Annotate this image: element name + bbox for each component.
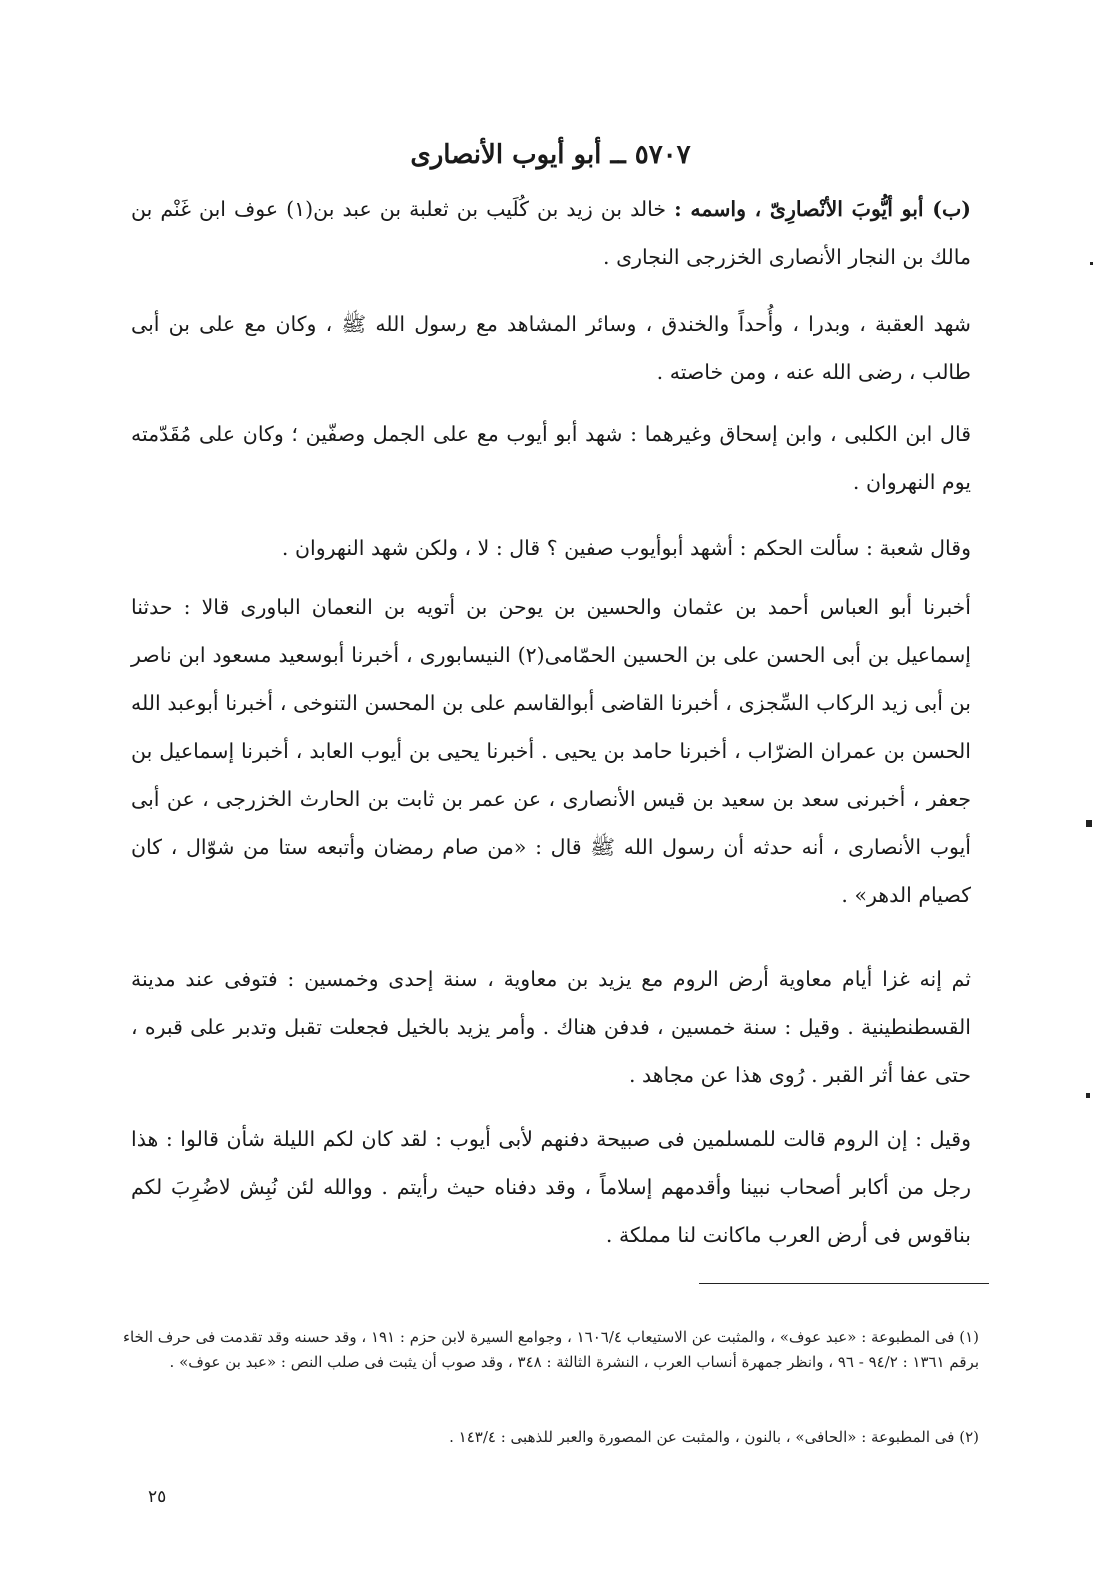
paragraph-lead: (ب) أبو أيُّوبَ الأنْصارِىّ ، واسمه : — [674, 197, 971, 221]
paragraph-body: خالد بن زيد بن كُلَيب بن ثعلبة بن عبد بن(١) عوف ابن غَنْم بن مالك بن النجار الأنصارى الخزرجى النجارى . — [131, 197, 971, 269]
paragraph-name-lineage — [131, 185, 971, 281]
paragraph-death: ثم إنه غزا أيام معاوية أرض الروم مع يزيد بن معاوية ، سنة إحدى وخمسين : فتوفى عند مدينة القسطنطينية . وقيل : سنة خمسين ، فدفن هناك . وأمر يزيد بالخيل فجعلت تقبل وتدبر على قبره ، حتى عفا أثر القبر . رُوى هذا عن مجاهد . — [131, 967, 971, 1087]
entry-title: ٥٧٠٧ ــ أبو أيوب الأنصارى — [410, 140, 691, 170]
paragraph-isnad: أخبرنا أبو العباس أحمد بن عثمان والحسين بن يوحن بن أتويه بن النعمان الباورى قالا : حدثنا إسماعيل بن أبى الحسن على بن الحسين الحمّامى(٢) النيسابورى ، أخبرنا أبوسعيد مسعود ابن ناصر بن أبى زيد الركاب السِّجزى ، أخبرنا القاضى أبوالقاسم على بن المحسن التنوخى ، أخبرنا أبوعبد الله الحسن بن عمران الضرّاب ، أخبرنا حامد بن يحيى . أخبرنا يحيى بن أيوب العابد ، أخبرنا إسماعيل بن جعفر ، أخبرنى سعد بن سعيد بن قيس الأنصارى ، عن عمر بن ثابت بن الحارث الخزرجى ، عن أبى أيوب الأنصارى ، أنه حدثه أن رسول الله ﷺ قال : «من صام رمضان وأتبعه ستا من شوّال ، كان كصيام الدهر» . — [131, 595, 971, 907]
paragraph-rum: وقيل : إن الروم قالت للمسلمين فى صبيحة دفنهم لأبى أيوب : لقد كان لكم الليلة شأن قالوا : هذا رجل من أكابر أصحاب نبينا وأقدمهم إسلاماً ، وقد دفناه حيث رأيتم . ووالله لئن نُبِش لاضُرِبَ لكم بناقوس فى أرض العرب ماكانت لنا مملكة . — [131, 1127, 971, 1247]
margin-speck — [1090, 262, 1093, 265]
footnote-divider — [699, 1283, 989, 1284]
paragraph-shuba: وقال شعبة : سألت الحكم : أشهد أبوأيوب صفين ؟ قال : لا ، ولكن شهد النهروان . — [281, 536, 971, 560]
margin-speck — [1086, 1093, 1090, 1098]
paragraph-battles: شهد العقبة ، وبدرا ، وأُحداً والخندق ، وسائر المشاهد مع رسول الله ﷺ ، وكان مع على بن أبى طالب ، رضى الله عنه ، ومن خاصته . — [131, 312, 971, 384]
margin-speck — [1086, 820, 1092, 827]
paragraph-ibn-kalbi: قال ابن الكلبى ، وابن إسحاق وغيرهما : شهد أبو أيوب مع على الجمل وصفّين ؛ وكان على مُقَدّمته يوم النهروان . — [131, 422, 971, 494]
footnote-2: (٢) فى المطبوعة : «الحافى» ، بالنون ، والمثبت عن المصورة والعبر للذهبى : ١٤٣/٤ . — [449, 1428, 979, 1446]
page-number: ٢٥ — [148, 1487, 167, 1507]
footnote-1: (١) فى المطبوعة : «عبد عوف» ، والمثبت عن الاستيعاب ١٦٠٦/٤ ، وجوامع السيرة لابن حزم : ١٩١ ، وقد حسنه وقد تقدمت فى حرف الخاء برقم ١٣٦١ : ٩٤/٢ - ٩٦ ، وانظر جمهرة أنساب العرب ، النشرة الثالثة : ٣٤٨ ، وقد صوب أن يثبت فى صلب النص : «عبد بن عوف» . — [122, 1328, 979, 1371]
